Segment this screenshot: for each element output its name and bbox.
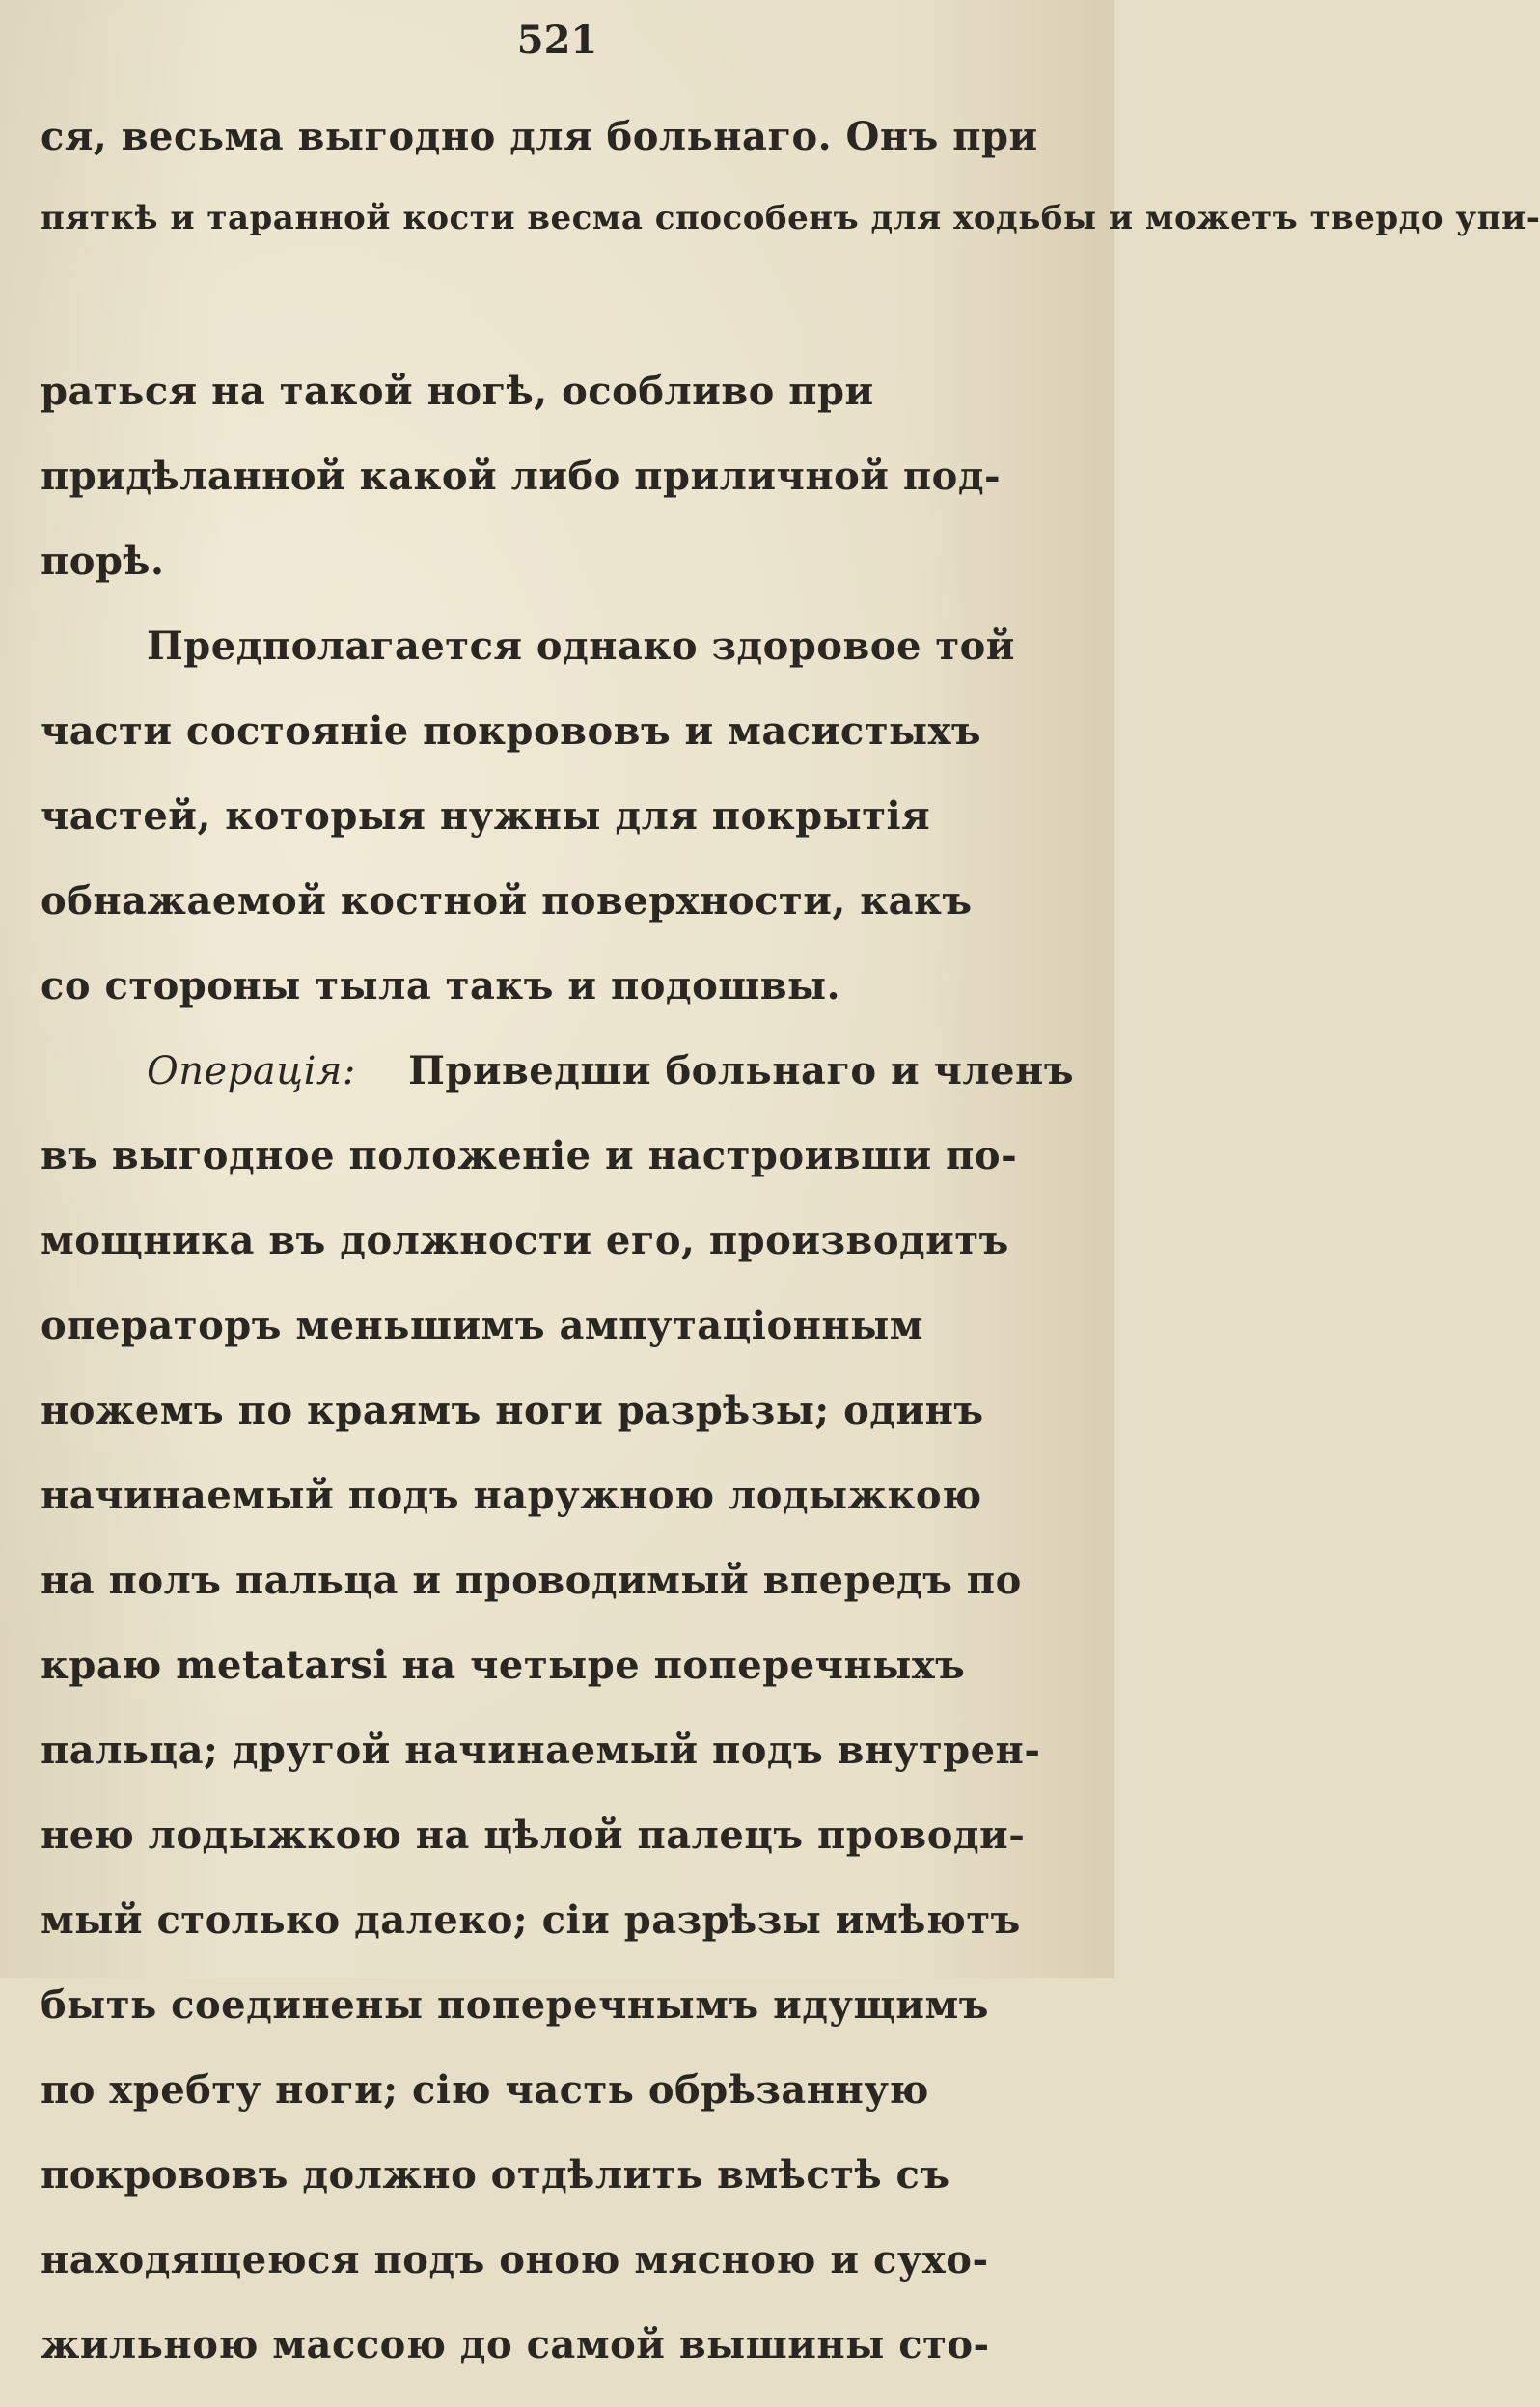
text-line: находящеюся подъ оною мясною и сухо-	[41, 2237, 989, 2282]
text-line: по хребту ноги; сію часть обрѣзанную	[41, 2067, 929, 2113]
page-number: 521	[516, 17, 598, 63]
text-line: операторъ меньшимъ ампутаціонным	[41, 1303, 924, 1348]
text-line: частей, которыя нужны для покрытія	[41, 793, 931, 839]
text-line: со стороны тыла такъ и подошвы.	[41, 963, 841, 1009]
text-line: раться на такой ногѣ, особливо при	[41, 369, 874, 414]
text-line: Предполагается однако здоровое той	[147, 623, 1015, 669]
operation-heading: Операція:	[147, 1049, 356, 1093]
text-line: порѣ.	[41, 539, 165, 584]
body-text	[41, 114, 1540, 2407]
text-line: пяткѣ и таранной кости весма способенъ для ходьбы и можетъ твердо упи-	[41, 199, 1540, 237]
text-line: придѣланной какой либо приличной под-	[41, 454, 1002, 499]
text-line: начинаемый подъ наружною лодыжкою	[41, 1473, 982, 1518]
text-line: пальца; другой начинаемый подъ внутрен-	[41, 1728, 1041, 1773]
text-line: быть соединены поперечнымъ идущимъ	[41, 1982, 989, 2028]
text-line: краю metatarsi на четыре поперечныхъ	[41, 1643, 966, 1688]
text-line: мый столько далеко; сіи разрѣзы имѣютъ	[41, 1897, 1021, 1943]
text-line: ножемъ по краямъ ноги разрѣзы; одинъ	[41, 1388, 984, 1433]
text-line: части состояніе покрововъ и масистыхъ	[41, 708, 982, 754]
text-line: покрововъ должно отдѣлить вмѣстѣ съ	[41, 2152, 950, 2198]
text-line: обнажаемой костной поверхности, какъ	[41, 878, 973, 924]
text-line: въ выгодное положеніе и настроивши по-	[41, 1133, 1018, 1178]
text-line: Операція: Приведши больнаго и членъ	[147, 1048, 1074, 1093]
text-line: мощника въ должности его, производитъ	[41, 1218, 1009, 1263]
text-line: жильною массою до самой вышины сто-	[41, 2322, 990, 2367]
text-line: ся, весьма выгодно для больнаго. Онъ при	[41, 114, 1038, 159]
text-line: нею лодыжкою на цѣлой палецъ проводи-	[41, 1812, 1026, 1858]
text-line: на полъ пальца и проводимый впередъ по	[41, 1558, 1022, 1603]
